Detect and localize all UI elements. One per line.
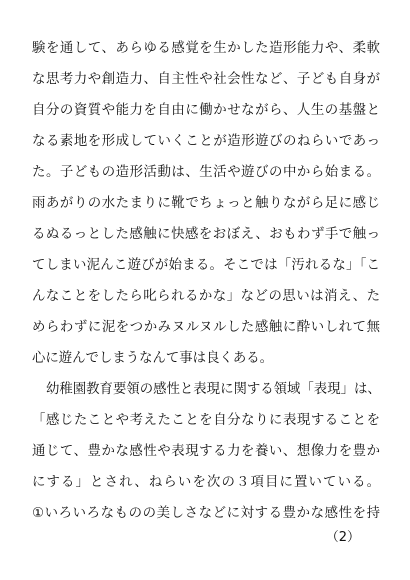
page-number: （2）: [325, 530, 360, 545]
text-line: な思考力や創造力、自主性や社会性など、子ども自身が: [32, 72, 380, 87]
text-line: めらわずに泥をつかみヌルヌルした感触に酔いしれて無: [32, 320, 380, 335]
text-line: てしまい泥んこ遊びが始まる。そこでは「汚れるな」「こ: [32, 258, 380, 273]
paragraph-start-line: 幼稚園教育要領の感性と表現に関する領域「表現」は、: [46, 382, 381, 397]
text-line: んなことをしたら叱られるかな」などの思いは消え、た: [32, 289, 380, 304]
text-line: るぬるっとした感触に快感をおぼえ、おもわず手で触っ: [32, 227, 380, 242]
text-line: 通じて、豊かな感性や表現する力を養い、想像力を豊か: [32, 444, 380, 459]
text-line: 「感じたことや考えたことを自分なりに表現することを: [32, 413, 380, 428]
text-line: なる素地を形成していくことが造形遊びのねらいであっ: [32, 134, 380, 149]
text-line: 雨あがりの水たまりに靴でちょっと触りながら足に感じ: [32, 196, 380, 211]
text-line: 心に遊んでしまうなんて事は良くある。: [32, 351, 274, 366]
text-line: 験を通して、あらゆる感覚を生かした造形能力や、柔軟: [32, 41, 380, 56]
text-line: にする」とされ、ねらいを次の３項目に置いている。: [32, 475, 380, 490]
text-line: た。子どもの造形活動は、生活や遊びの中から始まる。: [32, 165, 380, 180]
text-line: ①いろいろなものの美しさなどに対する豊かな感性を持: [32, 506, 380, 521]
text-line: 自分の資質や能力を自由に働かせながら、人生の基盤と: [32, 103, 380, 118]
